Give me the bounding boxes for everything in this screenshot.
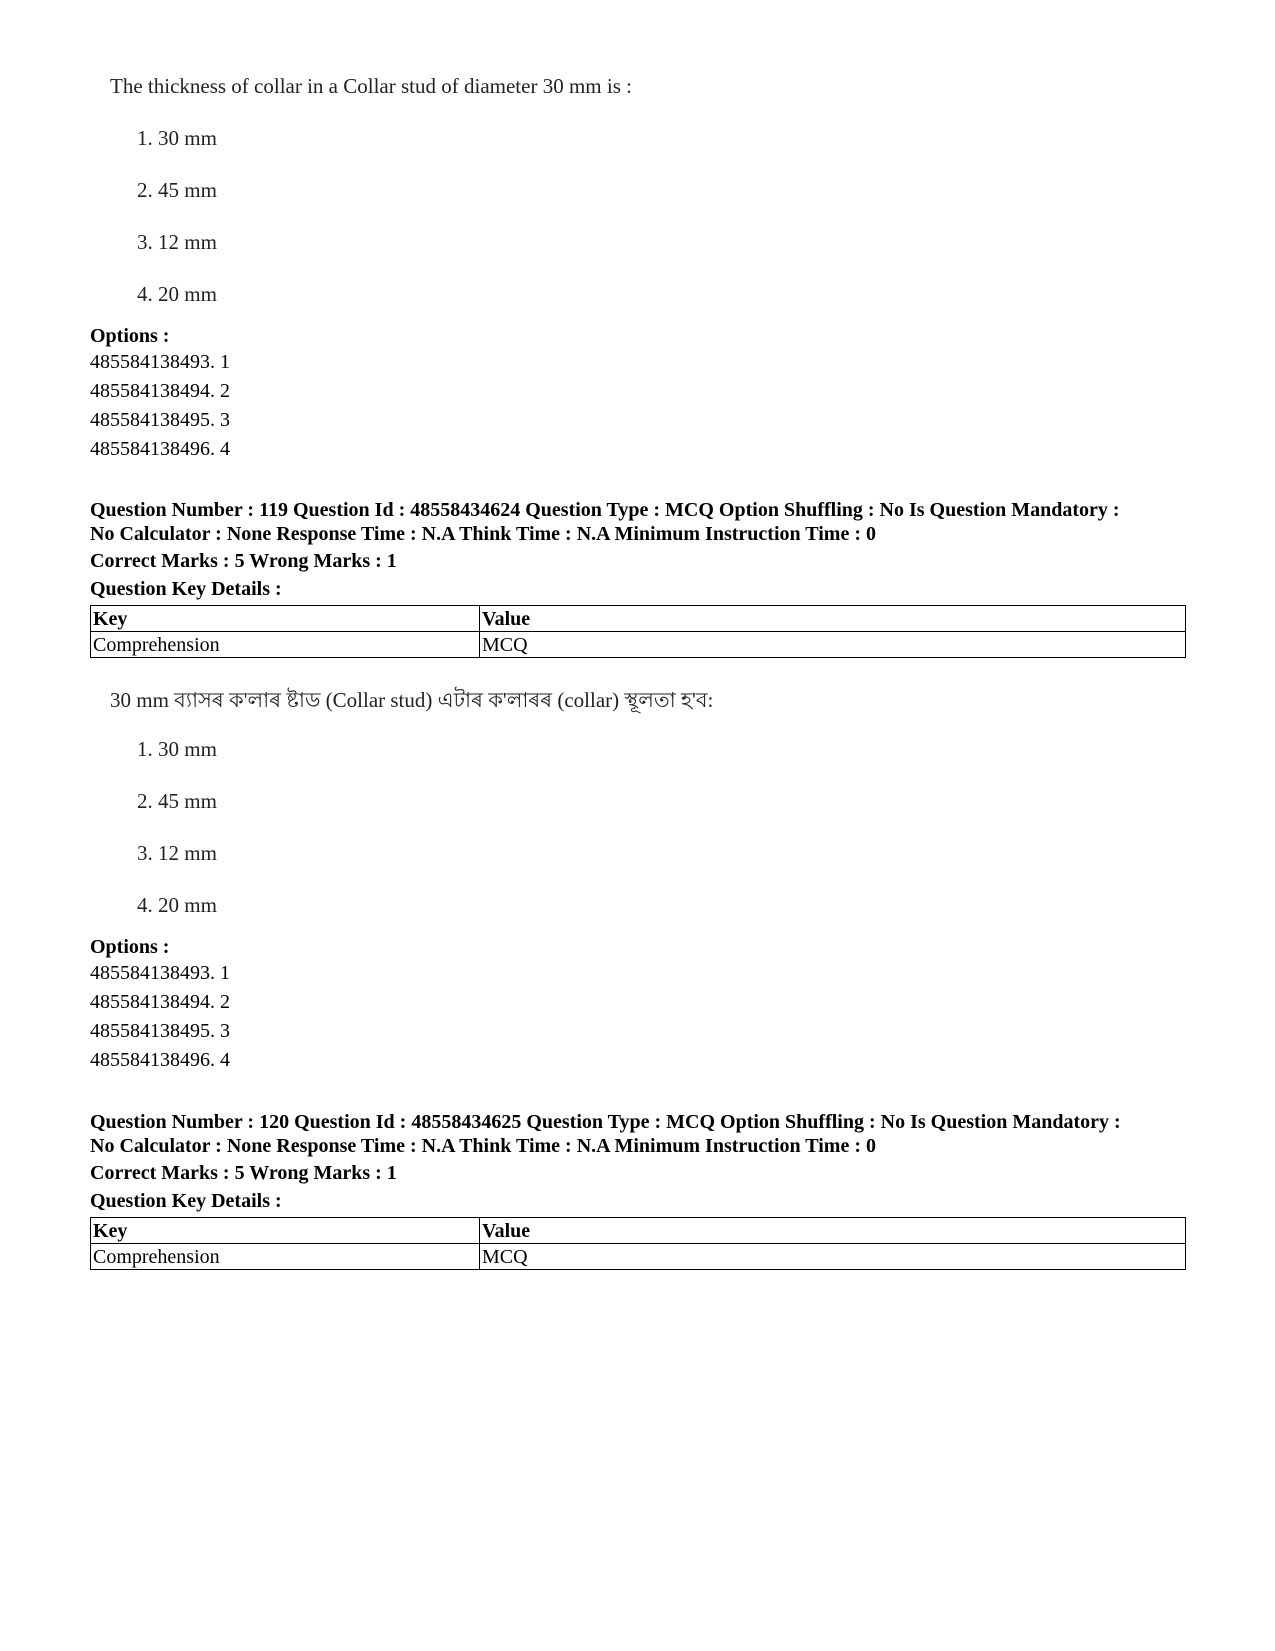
option-id: 485584138494. 2 [90, 380, 230, 402]
key-details-label: Question Key Details : [90, 1190, 282, 1212]
choice-1: 1. 30 mm [137, 737, 217, 761]
choice-1: 1. 30 mm [137, 126, 217, 150]
question-meta-line-2: No Calculator : None Response Time : N.A Think Time : N.A Minimum Instruction Time : 0 [90, 523, 876, 545]
value-cell: MCQ [480, 1244, 1186, 1270]
question-meta-line-1: Question Number : 119 Question Id : 48558434624 Question Type : MCQ Option Shuffling : No Is Question Mandatory : [90, 499, 1120, 521]
option-id: 485584138495. 3 [90, 409, 230, 431]
choice-2: 2. 45 mm [137, 789, 217, 813]
options-list [90, 959, 230, 1075]
option-id: 485584138493. 1 [90, 962, 230, 984]
key-cell: Comprehension [91, 632, 480, 658]
table-header-row [91, 606, 1186, 632]
choice-3: 3. 12 mm [137, 841, 217, 865]
question-meta-line-1: Question Number : 120 Question Id : 48558434625 Question Type : MCQ Option Shuffling : No Is Question Mandatory : [90, 1111, 1121, 1133]
value-header: Value [480, 606, 1186, 632]
question-text: The thickness of collar in a Collar stud of diameter 30 mm is : [110, 74, 632, 98]
marks-line: Correct Marks : 5 Wrong Marks : 1 [90, 550, 397, 572]
question-meta [90, 1110, 1200, 1158]
options-list [90, 348, 230, 464]
value-cell: MCQ [480, 632, 1186, 658]
key-details-table [90, 605, 1186, 658]
options-label: Options : [90, 936, 170, 958]
question-text: 30 mm ব্যাসৰ ক'লাৰ ষ্টাড (Collar stud) এটাৰ ক'লাৰৰ (collar) স্থূলতা হ'ব: [110, 688, 714, 712]
key-details-label: Question Key Details : [90, 578, 282, 600]
choice-4: 4. 20 mm [137, 282, 217, 306]
key-header: Key [91, 1218, 480, 1244]
question-meta-line-2: No Calculator : None Response Time : N.A Think Time : N.A Minimum Instruction Time : 0 [90, 1135, 876, 1157]
option-id: 485584138496. 4 [90, 1049, 230, 1071]
choice-2: 2. 45 mm [137, 178, 217, 202]
option-id: 485584138495. 3 [90, 1020, 230, 1042]
options-label: Options : [90, 325, 170, 347]
key-details-table [90, 1217, 1186, 1270]
option-id: 485584138493. 1 [90, 351, 230, 373]
key-cell: Comprehension [91, 1244, 480, 1270]
table-row [91, 1244, 1186, 1270]
key-header: Key [91, 606, 480, 632]
choice-3: 3. 12 mm [137, 230, 217, 254]
value-header: Value [480, 1218, 1186, 1244]
option-id: 485584138496. 4 [90, 438, 230, 460]
choice-4: 4. 20 mm [137, 893, 217, 917]
table-row [91, 632, 1186, 658]
table-header-row [91, 1218, 1186, 1244]
option-id: 485584138494. 2 [90, 991, 230, 1013]
marks-line: Correct Marks : 5 Wrong Marks : 1 [90, 1162, 397, 1184]
question-meta [90, 498, 1200, 546]
